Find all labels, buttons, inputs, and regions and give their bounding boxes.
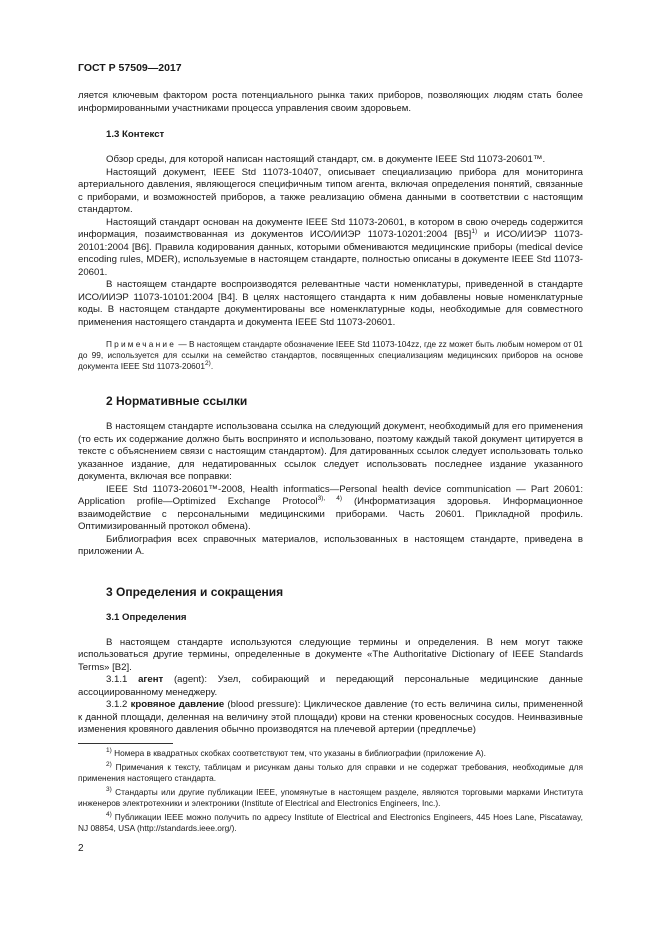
text: Настоящий стандарт основан на документе IEEE Std 11073-20601, в котором в свою очередь содержится информация, позаимствованная из документов ИСО/ИИЭР 11073-10201:2004 [B5] [78,216,583,240]
footnote-text: Публикации IEEE можно получить по адресу Institute of Electrical and Electronics Engineers, 445 Hoes Lane, Piscataway, NJ 08854, USA (http://standards.ieee.org/). [78,812,583,833]
section-1-3-title: 1.3 Контекст [106,129,165,140]
note-label: Примечание [106,339,177,349]
footnote-ref: 3), 4) [317,494,343,502]
footnotes [78,743,583,837]
footnote-mark: 1) [106,747,112,755]
paragraph [78,217,583,280]
intro-paragraph: ляется ключевым фактором роста потенциального рынка таких приборов, позволяющих людям стать более информированными участниками процесса управления своим здоровьем. [78,90,583,114]
footnote [78,762,583,784]
paragraph: Настоящий документ, IEEE Std 11073-10407, описывает специализацию прибора для мониторинга артериального давления, являющегося специфичным типом агента, включая определения понятий, связанные с приборами, и возможностей приборов, а также реализацию обмена данными в соответствии с настоящим стандартом. [78,166,583,215]
paragraph: В настоящем стандарте используются следующие термины и определения. В нем могут также использоваться другие термины, определенные в документе «The Authoritative Dictionary of IEEE Standards Terms» [B2]. [78,636,583,673]
footnote [78,748,583,759]
definition-text: (blood pressure): Циклическое давление (то есть величина силы, примененной к данной площади, деленная на величину этой площади) крови на стенки кровеносных сосудов. Неинвазивные изменения кровяного давления обычно производятся на плечевой артерии (предплечье) [78,699,583,735]
paragraph: В настоящем стандарте воспроизводятся релевантные части номенклатуры, приведенной в стандарте ИСО/ИИЭР 11073-10101:2004 [B4]. В целях настоящего стандарта к ним добавлены новые номенклатурные коды. В настоящем стандарте документированы все номенклатурные коды, необходимые для совместного применения настоящего стандарта и документа IEEE Std 11073-20601. [78,279,583,328]
definition-term: агент [138,674,164,685]
definition-agent [78,674,583,699]
paragraph: Обзор среды, для которой написан настоящий стандарт, см. в документе IEEE Std 11073-20601™. [106,154,546,165]
paragraph: Библиография всех справочных материалов, использованных в настоящем стандарте, приведена в приложении А. [78,533,583,557]
footnote-text: Примечания к тексту, таблицам и рисункам даны только для справки и не содержат требования, необходимые для применения настоящего стандарта. [78,762,583,783]
definition-text: (agent): Узел, собирающий и передающий персональные медицинские данные ассоциированному менеджеру. [78,674,583,698]
footnote-mark: 3) [106,786,112,794]
footnote [78,812,583,834]
paragraph [78,484,583,534]
definition-number: 3.1.1 [106,674,139,685]
footnote-ref: 1) [471,227,478,235]
definition-number: 3.1.2 [106,699,131,710]
footnote-divider [78,743,173,744]
paragraph: В настоящем стандарте использована ссылка на следующий документ, необходимый для его применения (то есть их содержание должно быть воспринято и использовано, поэтому каждый такой документ цитируется в тексте с объяснением связи с настоящим стандартом). Для датированных ссылок следует использовать только указанное издание, для недатированных ссылок следует использовать последнее издание указанного документа, включая все поправки: [78,421,583,482]
section-2-title: 2 Нормативные ссылки [106,394,248,408]
footnote-text: Стандарты или другие публикации IEEE, упомянутые в настоящем разделе, являются торговыми марками Института инженеров электротехники и электроники (Institute of Electrical and Electronics Engineers, Inc.). [78,787,583,808]
text: IEEE Std 11073-20601™-2008, Health informatics—Personal health device communication — Part 20601: Application profile—Optimized Exchange Protocol [78,483,583,507]
footnote-mark: 4) [106,811,112,819]
footnote-mark: 2) [106,761,112,769]
section-3-1-title: 3.1 Определения [106,611,187,623]
footnote-text: Номера в квадратных скобках соответствуют тем, что указаны в библиографии (приложение А). [111,748,486,758]
footnote [78,787,583,809]
section-3-title: 3 Определения и сокращения [106,584,284,599]
definition-term: кровяное давление [130,699,225,710]
note-end: . [210,361,214,371]
note [78,339,583,372]
page-number: 2 [78,843,84,854]
text: (Информатизация здоровья. Информационное взаимодействие с персональными медицинскими приборами. Часть 20601. Прикладной профиль. Оптимизированный протокол обмена). [78,496,583,532]
definition-blood-pressure [78,699,583,737]
document-header: ГОСТ Р 57509—2017 [78,62,182,74]
text: и ИСО/ИИЭР 11073-20101:2004 [B6]. Правила кодирования данных, которыми обмениваются медицинские приборы (medical device encoding rules, MDER), используемые в настоящем стандарте, полностью описаны в документе IEEE Std 11073-20601. [78,229,584,278]
note-text: — В настоящем стандарте обозначение IEEE Std 11073-104zz, где zz может быть любым номером от 01 до 99, используется для ссылки на семейство стандартов, посвященных специализациям медицинских приборов на основе документа IEEE Std 11073-20601 [78,339,583,371]
footnote-ref: 2) [205,360,211,368]
main-content [78,90,583,737]
